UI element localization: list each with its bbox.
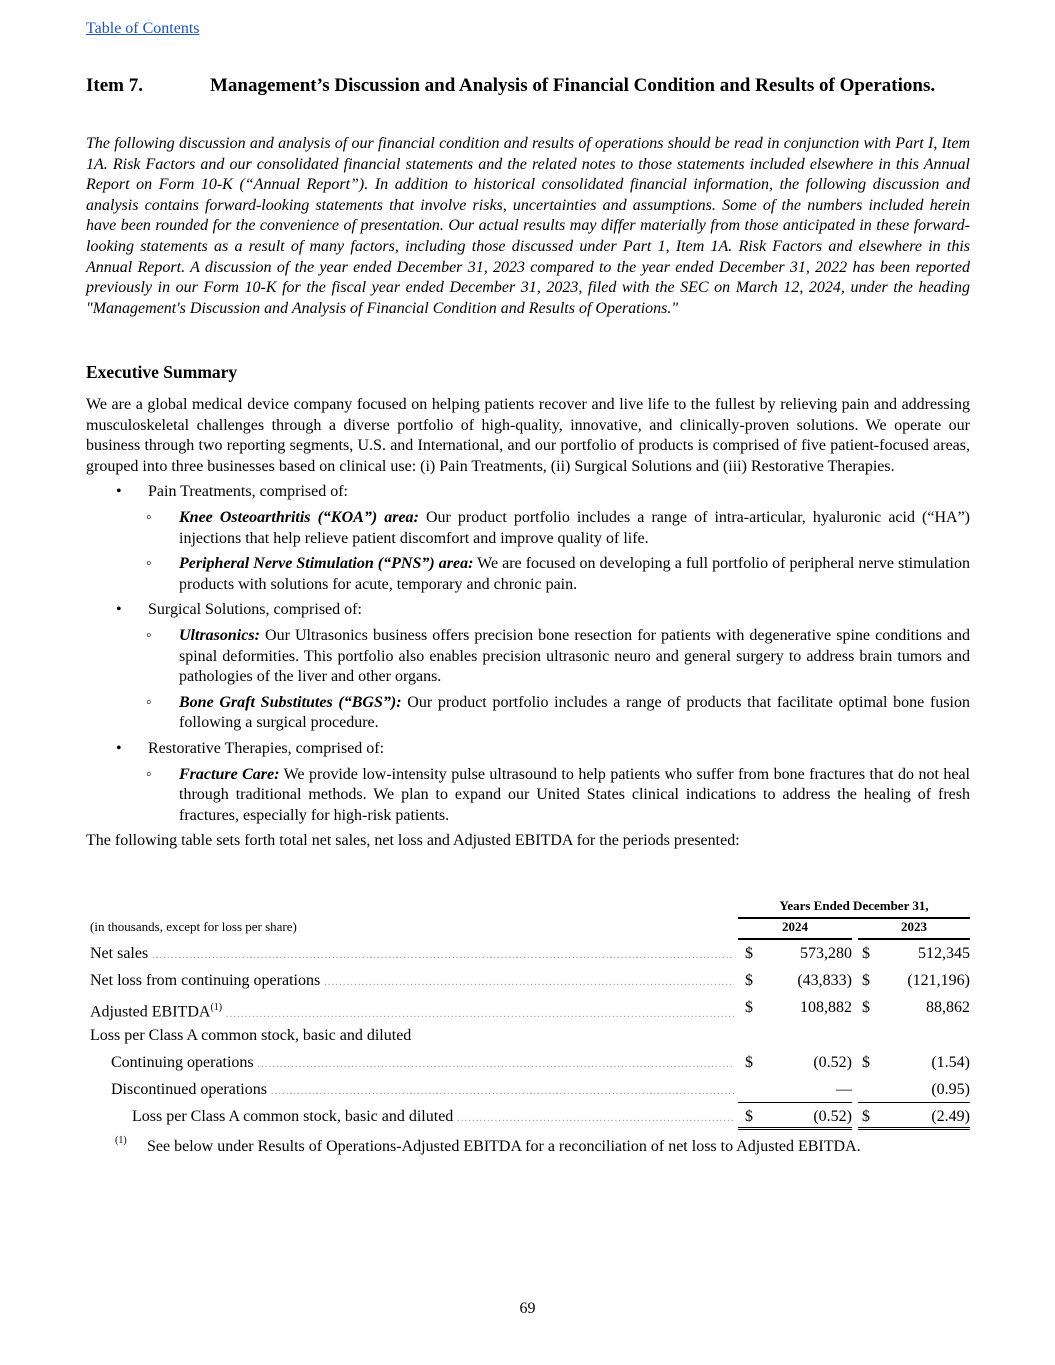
financial-summary-table bbox=[86, 896, 970, 1130]
item-heading bbox=[86, 74, 971, 97]
sub-bullet-icon: ◦ bbox=[146, 765, 152, 783]
business-list bbox=[86, 482, 970, 826]
currency-2024: $ bbox=[745, 972, 753, 990]
value-2024: (0.52) bbox=[813, 1108, 852, 1126]
intro-paragraph: The following discussion and analysis of our financial condition and results of operations should be read in conjunction with Part I, Item 1A. Risk Factors and our consolidated financial statements and the related notes to those statements included elsewhere in this Annual Report on Form 10-K (“Annual Report”). In addition to historical consolidated financial information, the following discussion and analysis contains forward-looking statements that involve risks, uncertainties and assumptions. Some of the numbers included herein have been rounded for the convenience of presentation. Our actual results may differ materially from those anticipated in these forward-looking statements as a result of many factors, including those discussed under Part 1, Item 1A. Risk Factors and elsewhere in this Annual Report. A discussion of the year ended December 31, 2023 compared to the year ended December 31, 2022 has been reported previously in our Form 10-K for the fiscal year ended December 31, 2023, filed with the SEC on March 12, 2024, under the heading "Management's Discussion and Analysis of Financial Condition and Results of Operations." bbox=[86, 135, 970, 317]
business-group bbox=[86, 482, 970, 503]
value-2023: (2.49) bbox=[931, 1108, 970, 1126]
value-2024: 573,280 bbox=[800, 945, 852, 962]
product-area-term: Ultrasonics: bbox=[179, 626, 260, 644]
page-number: 69 bbox=[519, 1300, 536, 1317]
sub-bullet-icon: ◦ bbox=[146, 508, 152, 526]
row-label bbox=[90, 1049, 734, 1078]
product-area-text: We provide low-intensity pulse ultrasound to help patients who suffer from bone fractures that do not heal through traditional methods. We plan to expand our United States clinical indications to address the healing of fresh fractures, especially for high-risk patients. bbox=[179, 765, 970, 824]
currency-2023: $ bbox=[862, 1053, 870, 1071]
group-label: Pain Treatments, comprised of: bbox=[148, 483, 348, 501]
row-label-text: Continuing operations bbox=[111, 1053, 254, 1071]
sub-bullet-icon: ◦ bbox=[146, 626, 152, 644]
currency-2024: $ bbox=[745, 1108, 753, 1126]
row-label-text: Discontinued operations bbox=[111, 1080, 267, 1098]
footnote-text: See below under Results of Operations-Adjusted EBITDA for a reconciliation of net loss to Adjusted EBITDA. bbox=[147, 1138, 861, 1155]
product-area-term: Peripheral Nerve Stimulation (“PNS”) area: bbox=[179, 555, 474, 573]
year-2024-header: 2024 bbox=[738, 919, 852, 940]
product-area-item bbox=[86, 508, 970, 549]
table-row bbox=[86, 1049, 970, 1076]
product-area-text: Our product portfolio includes a range of intra-articular, hyaluronic acid (“HA”) injections that help relieve patient discomfort and improve quality of life. bbox=[179, 508, 971, 547]
item-number: Item 7. bbox=[86, 75, 143, 96]
product-area-item bbox=[86, 554, 970, 595]
table-header bbox=[86, 896, 970, 940]
table-row bbox=[86, 940, 970, 967]
term-separator: : bbox=[396, 693, 402, 711]
bullet-icon: • bbox=[116, 601, 122, 619]
sub-bullet-icon: ◦ bbox=[146, 555, 152, 573]
value-2024: (0.52) bbox=[813, 1053, 852, 1071]
item-title: Management’s Discussion and Analysis of Financial Condition and Results of Operations. bbox=[210, 75, 936, 96]
currency-2023: $ bbox=[862, 1108, 870, 1126]
currency-2023: $ bbox=[862, 999, 870, 1017]
bullet-icon: • bbox=[116, 739, 122, 757]
row-label bbox=[90, 1103, 734, 1132]
table-row bbox=[86, 994, 970, 1021]
product-area-term: Fracture Care: bbox=[179, 765, 280, 783]
footnote-ref: (1) bbox=[210, 1002, 223, 1014]
product-area-text: Our product portfolio includes a range of products that facilitate optimal bone fusion following a surgical procedure. bbox=[179, 693, 970, 732]
product-area-text: We are focused on developing a full portfolio of peripheral nerve stimulation products with solutions for acute, temporary and chronic pain. bbox=[179, 555, 970, 593]
table-row bbox=[86, 1103, 970, 1130]
value-2024: (43,833) bbox=[797, 972, 852, 990]
table-row bbox=[86, 1076, 970, 1103]
row-label-text: Net sales bbox=[90, 945, 149, 962]
bullet-icon: • bbox=[116, 483, 122, 501]
cell-rule bbox=[738, 1022, 852, 1049]
table-row bbox=[86, 1022, 970, 1049]
period-header: Years Ended December 31, bbox=[738, 898, 970, 919]
row-label-text: Loss per Class A common stock, basic and diluted bbox=[90, 1026, 412, 1044]
row-label bbox=[90, 967, 734, 996]
year-2023-header: 2023 bbox=[858, 919, 970, 940]
product-area-text: Our Ultrasonics business offers precision bone resection for patients with degenerative spine conditions and spinal deformities. This portfolio also enables precision ultrasonic neuro and general surgery to address brain tumors and pathologies of the liver and other organs. bbox=[179, 626, 970, 686]
product-area-term: Knee Osteoarthritis (“KOA”) area bbox=[179, 508, 414, 526]
product-area-term: Bone Graft Substitutes (“BGS”) bbox=[179, 693, 397, 711]
value-2023: (121,196) bbox=[907, 972, 970, 990]
currency-2024: $ bbox=[745, 999, 753, 1017]
currency-2024: $ bbox=[745, 1053, 753, 1071]
executive-summary-paragraph: We are a global medical device company focused on helping patients recover and live life to the fullest by relieving pain and addressing musculoskeletal challenges through a diverse portfolio of high-quality, innovative, and clinically-proven solutions. We operate our business through two reporting segments, U.S. and International, and our portfolio of products is comprised of five patient-focused areas, grouped into three businesses based on clinical use: (i) Pain Treatments, (ii) Surgical Solutions and (iii) Restorative Therapies. bbox=[86, 396, 970, 475]
row-label bbox=[90, 940, 734, 969]
sub-bullet-icon: ◦ bbox=[146, 693, 152, 711]
table-intro: The following table sets forth total net sales, net loss and Adjusted EBITDA for the periods presented: bbox=[86, 832, 740, 850]
currency-2023: $ bbox=[862, 945, 870, 962]
product-area-item bbox=[86, 626, 970, 688]
unit-note: (in thousands, except for loss per share) bbox=[90, 919, 297, 934]
executive-summary-heading: Executive Summary bbox=[86, 362, 238, 382]
value-2023: (0.95) bbox=[931, 1080, 970, 1098]
group-label: Restorative Therapies, comprised of: bbox=[148, 739, 385, 757]
group-label: Surgical Solutions, comprised of: bbox=[148, 601, 362, 619]
product-area-item bbox=[86, 765, 970, 827]
table-row bbox=[86, 967, 970, 994]
term-separator: : bbox=[413, 508, 419, 526]
value-2023: 88,862 bbox=[926, 999, 970, 1017]
currency-2023: $ bbox=[862, 972, 870, 990]
value-2023: 512,345 bbox=[918, 945, 970, 962]
business-group bbox=[86, 739, 970, 760]
value-2023: (1.54) bbox=[931, 1053, 970, 1071]
table-of-contents-link[interactable]: Table of Contents bbox=[86, 20, 200, 37]
row-label-text: Adjusted EBITDA bbox=[90, 1003, 211, 1021]
product-area-item bbox=[86, 693, 970, 734]
row-label bbox=[90, 1076, 734, 1105]
cell-rule bbox=[858, 1022, 970, 1049]
currency-2024: $ bbox=[745, 945, 753, 962]
business-group bbox=[86, 600, 970, 621]
value-2024: — bbox=[836, 1080, 852, 1098]
row-label-text: Net loss from continuing operations bbox=[90, 972, 321, 990]
value-2024: 108,882 bbox=[800, 999, 852, 1017]
footnote bbox=[115, 1135, 861, 1156]
row-label bbox=[90, 1022, 734, 1049]
executive-summary-body bbox=[86, 395, 970, 857]
row-label-text: Loss per Class A common stock, basic and diluted bbox=[132, 1108, 454, 1126]
footnote-mark: (1) bbox=[115, 1135, 127, 1146]
